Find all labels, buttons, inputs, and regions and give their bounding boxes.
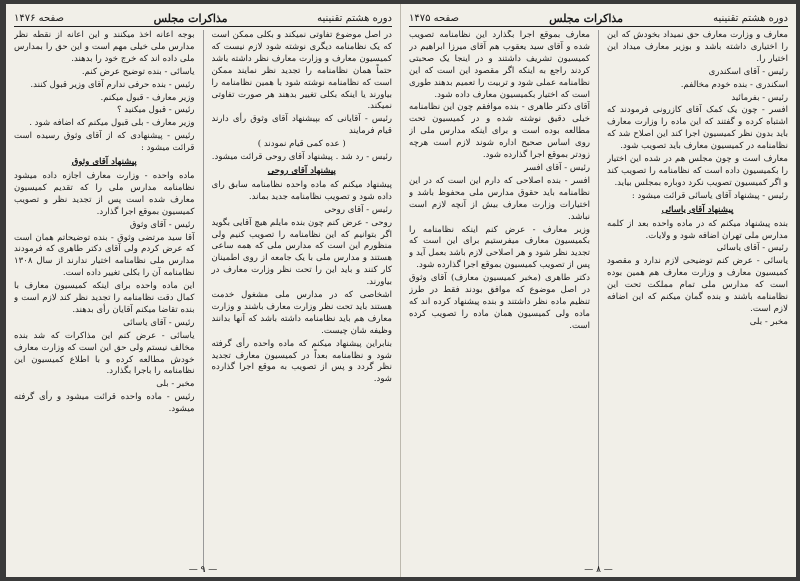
paragraph: رئیس - ماده واحده قرائت میشود و رأی گرفته میشود. bbox=[14, 392, 195, 415]
paragraph: اسکندری - بنده خودم مخالفم. bbox=[680, 79, 788, 90]
section-heading: پیشنهاد آقای وثوق bbox=[71, 157, 137, 168]
paragraph: یاسائی - عرض کنم این مذاکرات که شد بنده مخالف نیستم ولی حق این است که وزارت معارف خودش مطالعه کرده و با اطلاع کمیسیون این نظامنامه را باجرا بگذارد. bbox=[14, 330, 195, 377]
paragraph: وزیر معارف - عرض کنم اینکه نظامنامه را بکمیسیون معارف میفرستیم برای این است که تجدید نظر شود و هر اصلاحی لازم باشد بعمل آید و پس از تصویب کمیسیون بموقع اجرا گذارده شود. bbox=[409, 224, 591, 271]
page-number: صفحه ۱۴۷۶ bbox=[14, 12, 65, 24]
paragraph: بنده پیشنهاد میکنم که در ماده واحده بعد از کلمه مدارس ملی تهران اضافه شود و ولایات. bbox=[606, 218, 788, 241]
paragraph: رئیس - آقایانی که بپیشنهاد آقای وثوق رأی دارند قیام فرمایند bbox=[211, 114, 392, 137]
paragraph: رئیس - بفرمائید bbox=[731, 92, 788, 103]
column-divider bbox=[598, 30, 599, 572]
paragraph: وزیر معارف - بلی قبول میکنم که اضافه شود . bbox=[29, 118, 195, 129]
column-divider bbox=[203, 30, 204, 572]
paragraph: رئیس - آقای وثوق bbox=[129, 219, 195, 230]
paragraph: معارف و وزارت معارف حق نمیداد بخودش که این را اختیاری داشته باشد و بوزیر معارف میداد این اختیار را. bbox=[606, 30, 788, 64]
page-right bbox=[401, 4, 796, 577]
paragraph: رئیس - آقای روحی bbox=[324, 204, 392, 215]
session-series: دوره هشتم تقنینیه bbox=[317, 12, 392, 24]
text-columns bbox=[409, 30, 788, 572]
paragraph: بوجه اعانه اخذ میکنند و این اعانه از نقطه نظر مدارس ملی خیلی مهم است و این حق را بمدارس ملی داده اند که خرج خود را بدهند. bbox=[14, 30, 195, 64]
paragraph: اشخاصی که در مدارس ملی مشغول خدمت هستند باید تحت نظر وزارت معارف باشند و وزارت معارف هم باید نظامنامه داشته باشد که آنها بدانند وظیفه شان چیست. bbox=[211, 290, 392, 336]
section-heading: پیشنهاد آقای روحی bbox=[267, 165, 336, 176]
paragraph: رئیس - آقای یاسائی bbox=[716, 243, 788, 254]
paragraph: رئیس - آقای اسکندری bbox=[708, 66, 788, 77]
section-heading: پیشنهاد آقای یاسائی bbox=[661, 204, 734, 215]
paragraph: افسر - چون یک کمک آقای کازرونی فرمودند که اشتباه کرده و گفتند که این ماده را وزارت معارف باید بدون نظر کمیسیون اجرا کند این اصلاح شد که نظامنامه در کمیسیون معارف باید تصویب شود. bbox=[606, 105, 788, 152]
paragraph: معارف بموقع اجرا بگذارد این نظامنامه تصویب شده و آقای سید یعقوب هم آقای میرزا ابراهیم در کمیسیون تشریف داشتند و در اینجا یک صحبتی کردند راجع به اینکه اگر مقصود این است که این نظامنامه عملی شود و تربیت را تعمیم بدهند طوری است که اختیار بکمیسیون معارف داده شود. bbox=[409, 30, 591, 100]
paragraph: افسر - بنده اصلاحی که دارم این است که در این نظامنامه باید حقوق مدارس ملی محفوظ باشد و اختیارات وزارت معارف بیش از آنچه لازم است نباشد. bbox=[409, 175, 591, 222]
paragraph: دکتر طاهری (مخبر کمیسیون معارف) آقای وثوق در اصل موضوع که موافق بودند فقط در طرز تنظیم ماده نظر داشتند و بنده پیشنهاد کرده اند که ماده ولی کمیسیون همان ماده را تصویب کرده است. bbox=[409, 273, 591, 331]
page-title: مذاکرات مجلس bbox=[549, 11, 624, 25]
text-column-right bbox=[607, 30, 788, 572]
page-title: مذاکرات مجلس bbox=[153, 11, 228, 25]
paragraph: رئیس - پیشنهادی که از آقای وثوق رسیده است قرائت میشود : bbox=[14, 131, 195, 154]
paragraph: معارف است و چون مجلس هم در شده این اختیار را بکمیسیون داده است که نظامنامه را تصویب کند و اگر کمیسیون تصویب نکرد دوباره بمجلس بیاید. bbox=[606, 154, 788, 188]
text-column-left bbox=[14, 30, 195, 572]
page-footer: — ۹ — bbox=[188, 565, 218, 575]
paragraph: مخبر - بلی bbox=[156, 379, 195, 390]
paragraph: رئیس - بنده حرفی ندارم آقای وزیر قبول کنند. bbox=[30, 79, 195, 90]
paragraph: یاسائی - عرض کنم توضیحی لازم ندارد و مقصود کمیسیون معارف و وزارت معارف هم همین بوده است که مدارس ملی تمام مملکت تحت این نظامنامه باشند و بنده گمان میکنم که این اضافه لازم است. bbox=[606, 256, 788, 314]
session-series: دوره هشتم تقنینیه bbox=[713, 12, 788, 24]
page-header bbox=[409, 10, 788, 27]
paragraph: در اصل موضوع تفاوتی نمیکند و بکلی ممکن است که یک نظامنامه دیگری نوشته شود لازم نیست که کمیسیون معارف و وزارت معارف نظر داشته باشد حتماً همان نظامنامه را تجدید نظر نمایند ممکن است که نظامنامه نوشته شود با همین نظامنامه را بیاورند یا اینکه بکلی تغییر بدهند هر صورت تفاوتی نمیکند. bbox=[211, 30, 392, 112]
paragraph: ماده واحده - وزارت معارف اجازه داده میشود نظامنامه مدارس ملی را که تقدیم کمیسیون معارف شده است پس از تجدید نظر و تصویب کمیسیون بموقع اجرا گذارد. bbox=[14, 170, 195, 217]
paragraph: وزیر معارف - قبول میکنم. bbox=[100, 92, 195, 103]
paragraph: روحی - عرض کنم چون بنده مایلم هیچ آقایی بگوید اگر بتوانیم که این نظامنامه را تصویب کنیم ولی منظورم این است که مدارس ملی که همه ساعی هستند و مدارس ملی با یک جامعه از روی اطمینان کار کنند و باید این را تحت نظر وزارت معارف در بیاورند. bbox=[211, 217, 392, 288]
paragraph: پیشنهاد میکنم که ماده واحده نظامنامه سابق رای داده شود و تصویب نظامنامه جدید بماند. bbox=[211, 179, 392, 202]
paragraph: ( عده کمی قیام نمودند ) bbox=[257, 139, 346, 150]
page-footer: — ۸ — bbox=[584, 565, 613, 575]
paragraph: آقا سید مرتضی وثوق - بنده توضیحاتم همان است که عرض کردم ولی آقای دکتر طاهری که فرمودند مدارس ملی نظامنامه اختیار ندارند از سال ۱۳۰۸ نظامنامه آن را بکلی تغییر داده است. bbox=[14, 232, 195, 279]
paragraph: رئیس - آقای یاسائی bbox=[123, 317, 195, 328]
text-column-right bbox=[211, 30, 392, 572]
page-left bbox=[6, 4, 401, 577]
paragraph: این ماده واحده برای اینکه کمیسیون معارف با کمال دقت نظامنامه را تجدید نظر کند لازم است و بنده تقاضا میکنم آقایان رأی بدهند. bbox=[14, 281, 195, 315]
paragraph: رئیس - پیشنهاد آقای یاسائی قرائت میشود : bbox=[631, 190, 788, 201]
paragraph: رئیس - آقای افسر bbox=[524, 162, 591, 173]
paragraph: رئیس - قبول میکنید ؟ bbox=[117, 105, 195, 116]
page-header bbox=[14, 10, 392, 27]
paragraph: یاسائی - بنده توضیح عرض کنم. bbox=[81, 66, 195, 77]
text-column-left bbox=[409, 30, 590, 572]
text-columns bbox=[14, 30, 392, 572]
document-spread bbox=[6, 4, 796, 577]
paragraph: بنابراین پیشنهاد میکنم که ماده واحده رأی گرفته شود و نظامنامه بعداً در کمیسیون معارف تجدید نظر گردد و پس از تصویب به موقع اجرا گذارده شود. bbox=[211, 338, 392, 385]
paragraph: رئیس - رد شد . پیشنهاد آقای روحی قرائت میشود. bbox=[211, 152, 392, 163]
page-number: صفحه ۱۴۷۵ bbox=[409, 12, 460, 24]
paragraph: مخبر - بلی bbox=[749, 316, 788, 327]
paragraph: آقای دکتر طاهری - بنده موافقم چون این نظامنامه خیلی دقیق نوشته شده و در کمیسیون تحت مطالعه بوده است و برای اینکه مدارس ملی از روی اساس صحیح اداره شوند لازم است هرچه زودتر بموقع اجرا گذارده شود. bbox=[409, 102, 591, 161]
